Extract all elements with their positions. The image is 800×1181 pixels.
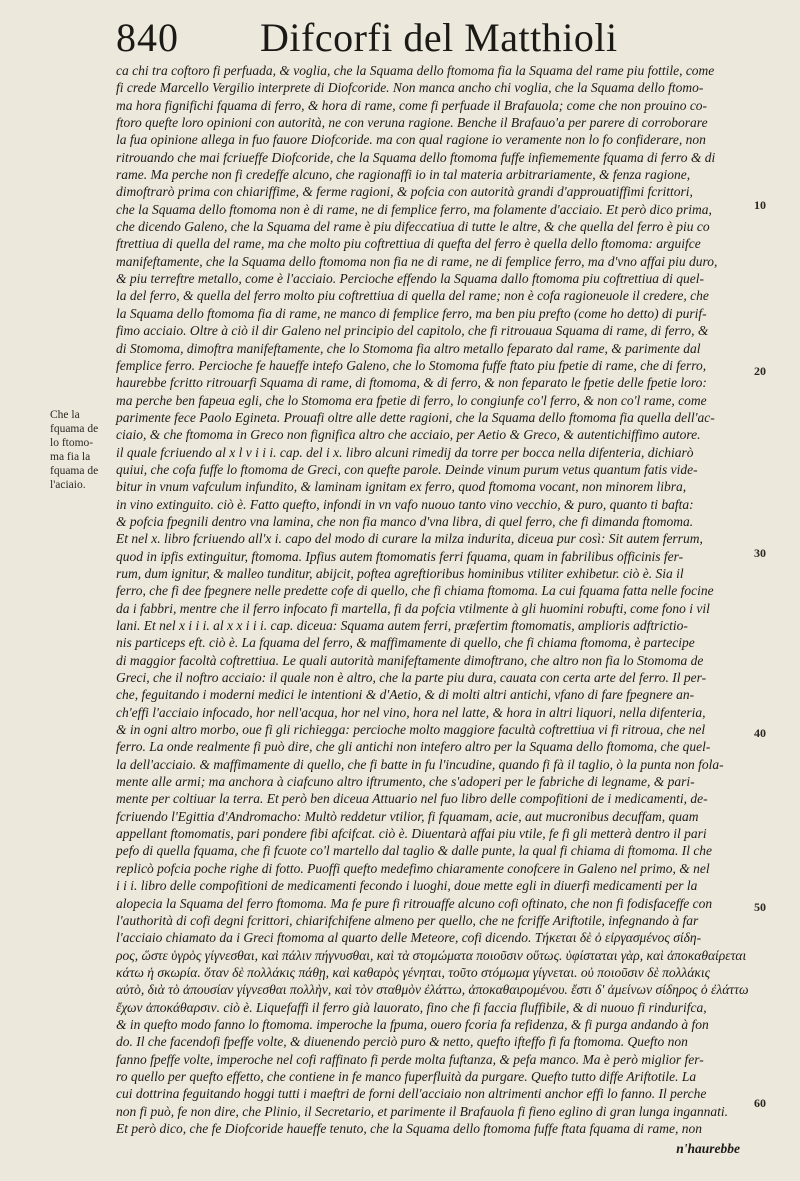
line-number-50: 50 xyxy=(754,900,766,914)
margin-note: Che la fquama de lo ftomo- ma fia la fquama de l'aciaio. xyxy=(50,409,99,491)
line-number-30: 30 xyxy=(754,546,766,560)
body-text: ca chi tra coftoro fi perfuada, & voglia, che la Squama dello ftomoma fia la Squama del rame piu fottile, come fi crede Marcello Vergilio interprete di Diofcoride. Non manca ancho chi voglia, che la Squama dello ftomo- ma hora fignifichi fquama di ferro, & hora di rame, come fi perfuade il Brafauola; come che non prouino co- ftoro quefte loro opinioni con autorità, ne con veruna ragione. Benche il Brafauo'a per parere di corroborare la fua opinione allega in fuo fauore Diofcoride. ma con qual ragione io veramente non lo fo confiderare, non ritrouando che mai fcriueffe Diofcoride, che la Squama dello ftomoma fuffe infiememente fquama di ferro & di rame. Ma perche non fi credeffe alcuno, che ragionaffi io in tal materia arbitrariamente, & fenza ragione, dimoftrarò prima con chiariffime, & ferme ragioni, & pofcia con autorità grandi d'approuatiffimi fcrittori, che la Squama dello ftomoma non è di rame, ne di femplice ferro, ma folamente d'acciaio. Et però dico prima, che dicendo Galeno, che la Squama del rame è piu difeccatiua di tutte le altre, & che quella del ferro è piu co ftrettiua di quella del rame, ma che molto piu coftrettiua di quefta del ferro è quella dello ftomoma: arguifce manifeftamente, che la Squama dello ftomoma non fia ne di rame, ne di femplice ferro, ma d'vno affai piu duro, & piu terreftre metallo, come è l'acciaio. Percioche effendo la Squama dallo ftomoma piu coftrettiua di quel- la del ferro, & quella del ferro molto piu coftrettiua di quella del rame; non è cofa ragioneuole il credere, che la Squama dello ftomoma fia di rame, ne manco di femplice ferro, ma ben piu prefto (come ho detto) di purif- fimo acciaio. Oltre à ciò il dir Galeno nel principio del capitolo, che fi ritrouaua Squama di rame, di ferro, & di Stomoma, dimoftra manifeftamente, che lo Stomoma fia altro metallo feparato dal rame, & parimente dal femplice ferro. Percioche fe haueffe intefo Galeno, che lo Stomoma fuffe ftato piu fpetie di rame, che di ferro, haurebbe fcritto ritrouarfi Squama di rame, di ftomoma, & di ferro, & non feparato le fpetie delle fpetie loro: ma perche ben fapeua egli, che lo Stomoma era fpetie di ferro, lo congiunfe co'l ferro, & non co'l rame, come parimente fece Paolo Egineta. Prouafi oltre alle dette ragioni, che la Squama dello ftomoma fia quella dell'ac- ciaio, & che ftomoma in Greco non fignifica altro che acciaio, per Aetio & Greco, & autentichiffimo autore. il quale fcriuendo al x l v i i i. cap. del i x. libro alcuni rimedij da torre per bocca nella difenteria, dichiarò quiui, che cofa fuffe lo ftomoma de Greci, con quefte parole. Deinde vinum purum vetus quantum fatis vide- bitur in vnum vafculum infundito, & laminam ignitam ex ferro, quod ftomoma vocant, non minorem libra, in vino extinguito. ciò è. Fatto quefto, infondi in vn vafo nuouo tanto vino vecchio, & puro, quanto ti bafta: & pofcia fpegnili dentro vna lamina, che non fia manco d'vna libra, di quel ferro, che fi dimanda ftomoma. Et nel x. libro fcriuendo all'x i. capo del modo di curare la milza indurita, diceua pur così: Sit autem ferrum, quod in ipfis extinguitur, ftomoma. Ipfius autem ftomomatis ferri fquama, quam in fabrilibus officinis fer- rum, dum ignitur, & malleo tunditur, abijcit, poftea agreftioribus hominibus vtiliter exhibetur. ciò è. Sia il ferro, che fi dee fpegnere nelle predette cofe di quello, che fi chiama ftomoma. La cui fquama fatta nelle focine da i fabbri, mentre che il ferro infocato fi martella, fi da pofcia vtilmente à gli huomini robufti, come fono i vil lani. Et nel x i i i. al x x i i i. cap. diceua: Squama autem ferri, præfertim ftomomatis, amplioris adftrictio- nis particeps eft. ciò è. La fquama del ferro, & maffimamente di quello, che fi chiama ftomoma, è partecipe di maggior facoltà coftrettiua. Le quali autorità manifeftamente dimoftrano, che altro non fia lo Stomoma de Greci, che il noftro acciaio: il quale non è altro, che la parte piu dura, cauata con certa arte del ferro. Il per- che, feguitando i moderni medici le intentioni & d'Aetio, & di molti altri antichi, vfano di fare fpegnere an- ch'effi l'acciaio infocado, hor nell'acqua, hor nel vino, hora nel latte, & hora in altri liquori, nella difenteria, & in ogni altro morbo, oue fi gli richiegga: percioche molto maggiore facultà coftrettiua vi fi ritroua, che nel ferro. La onde realmente fi può dire, che gli antichi non intefero altro per la Squama dello ftomoma, che quel- la dell'acciaio. & maffimamente di quello, che fi batte in fu l'incudine, quando fi fà il taglio, ò la punta non fola- mente alle armi; ma anchora à ciafcuno altro iftrumento, che s'adoperi per le fabriche di legname, & pari- mente per coltiuar la terra. Et però ben diceua Attuario nel fuo libro delle compofitioni de i medicamenti, de- fcriuendo l'Egittia d'Andromacho: Multò reddetur vtilior, fi fquamam, acie, aut mucronibus decuffam, quam appellant ftomomatis, pari pondere fibi afcifcat. ciò è. Diuentarà affai piu vtile, fe fi gli metterà dentro il pari pefo di quella fquama, che fi fcuote co'l martello dal taglio & dalle punte, la qual fi chiama di ftomoma. Il che replicò pofcia poche righe di fotto. Puoffi quefto medefimo chiaramente conofcere in Galeno nel primo, & nel i i i. libro delle compofitioni de medicamenti fecondo i luoghi, doue mette egli in diuerfi medicamenti per la alopecia la Squama del ferro ftomoma. Ma fe pure fi ritrouaffe alcuno cofi oftinato, che non fi fodisfaceffe con l'authorità di cofi degni fcrittori, chiarifchifene almeno per quello, che ne fcriffe Ariftotile, infegnando à far l'acciaio chiamato da i Greci ftomoma al quarto delle Meteore, cofi dicendo. Τήκεται δὲ ὁ εἰργασμένος σίδη- ρος, ὥστε ὑγρὸς γίγνεσθαι, καὶ πάλιν πήγνυσθαι, καὶ τὰ στομώματα ποιοῦσιν οὕτως. ὑφίσταται γὰρ, καὶ ἀποκαθαίρεται κάτω ἡ σκωρία. ὅταν δὲ πολλάκις πάθῃ, καὶ καθαρὸς γένηται, τοῦτο στόμωμα γίγνεται. οὐ ποιοῦσιν δὲ πολλάκις αὐτὸ, διὰ τὸ ἀπουσίαν γίγνεσθαι πολλὴν, καὶ τὸν σταθμὸν ἐλάττω, ἀποκαθαιρομένου. ἔστι δ' ἀμείνων σίδηρος ὁ ἐλάττω ἔχων ἀποκάθαρσιν. ciò è. Liquefaffi il ferro già lauorato, fino che fi faccia fluffibile, & di nuouo fi rindurifca, & in quefto modo fanno lo ftomoma. imperoche la fpuma, ouero fcoria fa refidenza, & fi purga andando à fon do. Il che facendofi fpeffe volte, & diuenendo perciò puro & netto, quefto ifteffo fi fa ftomoma. Quefto non fanno fpeffe volte, imperoche nel cofi raffinato fi perde molta fuftanza, & pefa manco. Ma è però miglior fer- ro quello per quefto effetto, che contiene in fe manco fuperfluità da purgare. Quefto tutto diffe Ariftotile. La cui dottrina feguitando hoggi tutti i maeftri de forni dell'acciaio non altrimenti anchor effi lo fanno. Il perche non fi può, fe non dire, che Plinio, il Secretario, et parimente il Brafauola fi fieno eglino di gran lunga ingannati. Et però dico, che fe Diofcoride haueffe tenuto, che la Squama dello ftomoma fuffe ftata fquama di rame, non xyxy=(116,63,749,1136)
line-number-60: 60 xyxy=(754,1096,766,1110)
page-number: 840 xyxy=(116,15,179,60)
page-header xyxy=(0,0,800,64)
running-head: Difcorfi del Matthioli xyxy=(260,15,618,60)
line-number-10: 10 xyxy=(754,198,766,212)
line-number-40: 40 xyxy=(754,726,766,740)
catchword: n'haurebbe xyxy=(676,1141,740,1156)
line-number-20: 20 xyxy=(754,364,766,378)
